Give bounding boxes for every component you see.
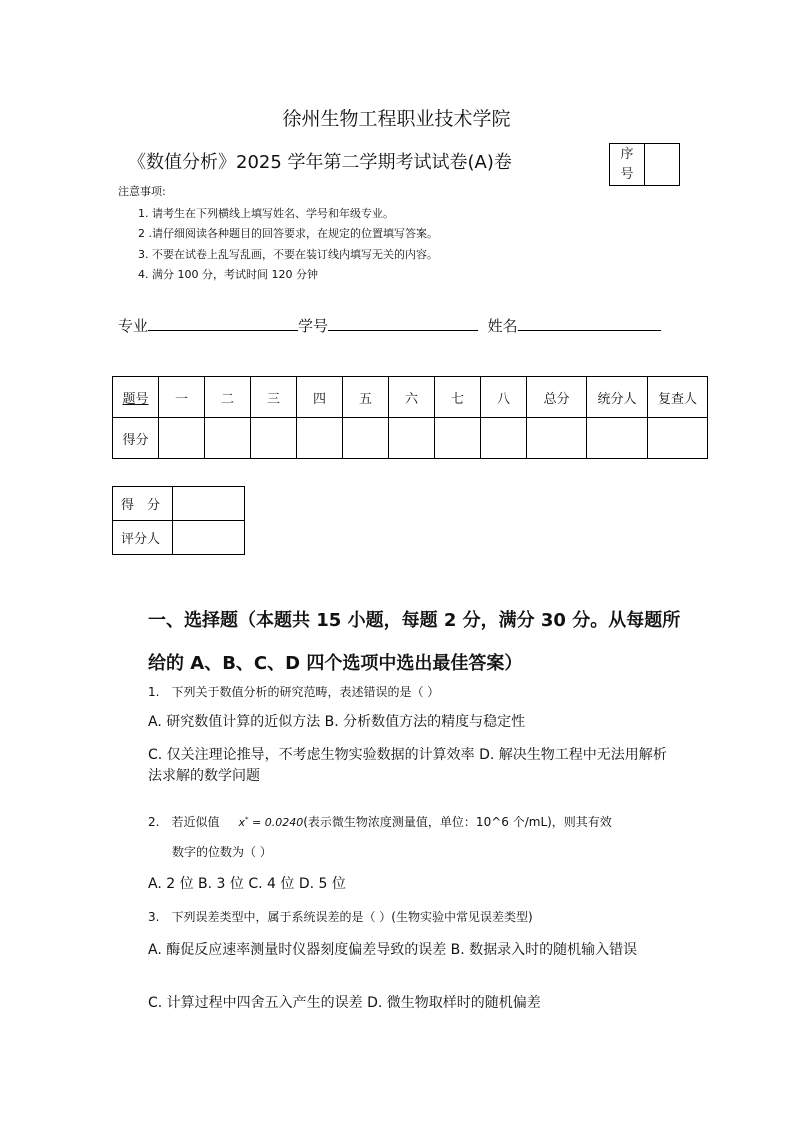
score-cell[interactable] [297,418,343,459]
major-label: 专业 [118,317,149,335]
score-cell[interactable] [389,418,435,459]
score-table-header-row [113,377,708,418]
score-header-cell: 题号 [113,377,159,418]
score-header-cell: 一 [159,377,205,418]
score-table [112,376,708,459]
name-label: 姓名 [487,317,518,335]
approx-variable: x [238,816,246,829]
sequence-number-field[interactable] [645,144,679,185]
score-cell[interactable] [159,418,205,459]
question-3-options-cd: C. 计算过程中四舍五入产生的误差 D. 微生物取样时的随机偏差 [148,995,541,1011]
section-heading-line-1: 一、选择题（本题共 15 小题，每题 2 分，满分 30 分。从每题所 [148,610,681,631]
approx-superscript: * [245,815,249,824]
grader-score-label: 得 分 [113,487,173,521]
score-cell[interactable] [527,418,587,459]
grader-score-cell[interactable] [173,487,245,521]
score-cell[interactable] [205,418,251,459]
notice-item-1: 1. 请考生在下列横线上填写姓名、学号和年级专业。 [138,207,394,220]
question-1-options-ab: A. 研究数值计算的近似方法 B. 分析数值方法的精度与稳定性 [148,714,526,730]
question-1-options-cd: C. 仅关注理论推导，不考虑生物实验数据的计算效率 D. 解决生物工程中无法用解析法求解的数学问题 [148,747,667,784]
approx-value: = 0.0240 [248,816,304,829]
score-cell[interactable] [343,418,389,459]
score-header-cell: 二 [205,377,251,418]
section-heading-line-2: 给的 A、B、C、D 四个选项中选出最佳答案） [148,653,523,674]
score-header-cell: 统分人 [587,377,648,418]
question-1: 1. 下列关于数值分析的研究范畴，表述错误的是（ ） [148,685,440,699]
score-cell[interactable] [587,418,648,459]
question-2-options: A. 2 位 B. 3 位 C. 4 位 D. 5 位 [148,876,346,892]
student-id-input-line[interactable] [328,316,478,331]
question-2-suffix: (表示微生物浓度测量值，单位：10^6 个/mL)，则其有效 [303,815,612,829]
notice-heading: 注意事项: [118,185,166,198]
approx-value-formula [239,816,304,829]
question-3-options-ab: A. 酶促反应速率测量时仪器刻度偏差导致的误差 B. 数据录入时的随机输入错误 [148,942,638,958]
score-header-cell: 复查人 [648,377,708,418]
exam-title: 《数值分析》2025 学年第二学期考试试卷(A)卷 [128,152,512,173]
sequence-label-char-1: 序 [620,146,634,162]
question-2-line-2: 数字的位数为（ ） [172,845,272,859]
notice-item-4: 4. 满分 100 分，考试时间 120 分钟 [138,268,318,281]
question-3: 3. 下列误差类型中，属于系统误差的是（ ）(生物实验中常见误差类型) [148,910,533,924]
score-cell[interactable] [648,418,708,459]
question-2-prefix: 2. 若近似值 [148,815,220,829]
sequence-label [610,144,645,185]
notice-item-2: 2 .请仔细阅读各种题目的回答要求，在规定的位置填写答案。 [138,227,438,240]
score-header-cell: 七 [435,377,481,418]
major-input-line[interactable] [148,316,298,331]
score-table-score-row [113,418,708,459]
score-header-cell: 三 [251,377,297,418]
grader-name-cell[interactable] [173,521,245,555]
score-header-cell: 五 [343,377,389,418]
question-2 [148,813,612,830]
name-input-line[interactable] [518,316,661,331]
score-header-cell: 总分 [527,377,587,418]
notice-item-3: 3. 不要在试卷上乱写乱画，不要在装订线内填写无关的内容。 [138,248,438,261]
sequence-number-box [609,143,680,186]
grader-label: 评分人 [113,521,173,555]
score-cell[interactable] [435,418,481,459]
score-row-label: 得分 [113,418,159,459]
score-header-cell: 四 [297,377,343,418]
student-id-label: 学号 [298,317,329,335]
school-title: 徐州生物工程职业技术学院 [282,108,511,130]
sequence-label-char-2: 号 [620,166,634,182]
score-header-cell: 六 [389,377,435,418]
score-cell[interactable] [481,418,527,459]
score-cell[interactable] [251,418,297,459]
score-header-cell: 八 [481,377,527,418]
student-info-fields [118,315,661,336]
grader-table [112,486,245,555]
